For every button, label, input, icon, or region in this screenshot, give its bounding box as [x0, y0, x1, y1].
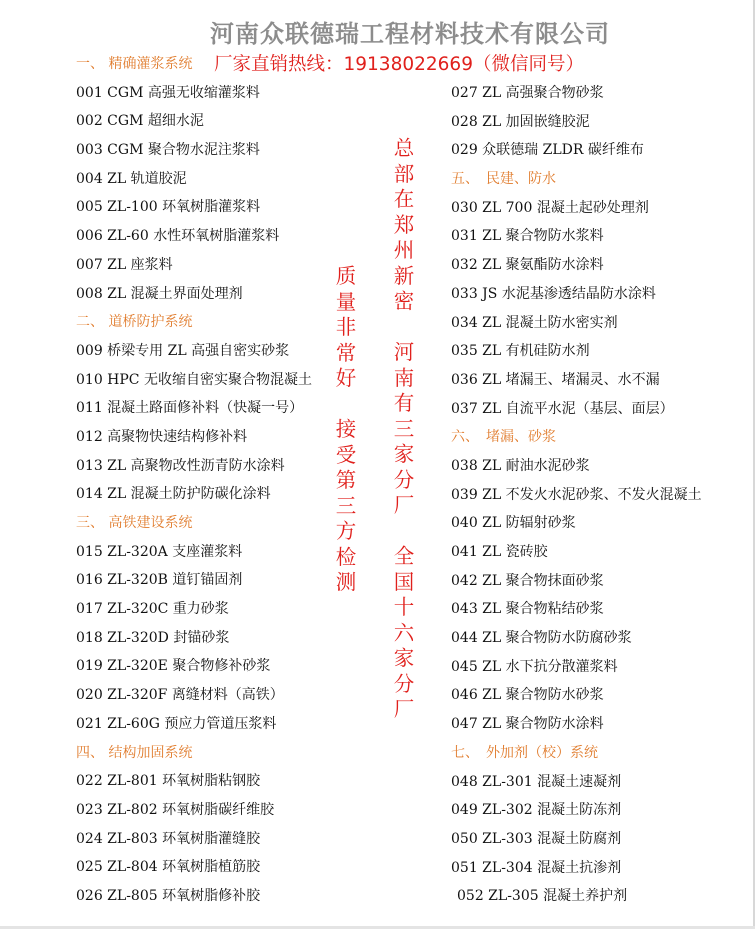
product-item: 009 桥梁专用 ZL 高强自密实砂浆 [76, 342, 290, 359]
quality-slogan-part2: 接受第三方检测 [335, 417, 357, 594]
section-heading: 三、 高铁建设系统 [76, 515, 193, 531]
product-item: 017 ZL-320C 重力砂浆 [76, 601, 229, 618]
section-heading: 二、 道桥防护系统 [76, 314, 193, 331]
product-item: 020 ZL-320F 离缝材料（高铁） [76, 687, 284, 704]
product-item: 045 ZL 水下抗分散灌浆料 [451, 658, 618, 675]
product-item: 010 HPC 无收缩自密实聚合物混凝土 [76, 371, 312, 388]
product-item: 046 ZL 聚合物防水砂浆 [451, 687, 604, 704]
product-item: 025 ZL-804 环氧树脂植筋胶 [76, 859, 261, 876]
product-item: 006 ZL-60 水性环氧树脂灌浆料 [76, 228, 280, 245]
product-item: 003 CGM 聚合物水泥注浆料 [76, 142, 260, 159]
product-item: 038 ZL 耐油水泥砂浆 [451, 457, 590, 474]
product-item: 029 众联德瑞 ZLDR 碳纤维布 [451, 142, 644, 159]
quality-slogan-part1: 质量非常好 [335, 264, 357, 390]
location-note-part3: 全国十六家分厂 [393, 544, 415, 721]
product-item: 050 ZL-303 混凝土防腐剂 [451, 830, 622, 847]
section-heading: 五、 民建、防水 [451, 171, 556, 188]
product-item: 005 ZL-100 环氧树脂灌浆料 [76, 199, 261, 216]
product-item: 051 ZL-304 混凝土抗渗剂 [451, 859, 622, 876]
location-note [392, 136, 416, 723]
product-item: 007 ZL 座浆料 [76, 256, 173, 273]
section-heading: 六、 堵漏、砂浆 [451, 429, 556, 446]
product-item: 043 ZL 聚合物粘结砂浆 [451, 601, 604, 618]
product-item: 012 高聚物快速结构修补料 [76, 428, 248, 445]
hotline-text: 厂家直销热线：19138022669（微信同号） [214, 54, 584, 75]
location-note-part1: 总部在郑州新密 [393, 136, 415, 313]
product-item: 002 CGM 超细水泥 [76, 113, 204, 130]
product-item: 021 ZL-60G 预应力管道压浆料 [76, 715, 277, 732]
product-item: 018 ZL-320D 封锚砂浆 [76, 629, 230, 646]
company-title: 河南众联德瑞工程材料技术有限公司 [210, 20, 610, 48]
left-product-list [76, 50, 312, 911]
product-item: 033 JS 水泥基渗透结晶防水涂料 [451, 285, 656, 302]
product-item: 016 ZL-320B 道钉锚固剂 [76, 572, 243, 589]
product-item: 034 ZL 混凝土防水密实剂 [451, 314, 618, 331]
product-item: 014 ZL 混凝土防护防碳化涂料 [76, 486, 271, 503]
product-item: 004 ZL 轨道胶泥 [76, 170, 187, 187]
product-item: 027 ZL 高强聚合物砂浆 [451, 85, 604, 101]
product-item: 008 ZL 混凝土界面处理剂 [76, 285, 243, 302]
product-item: 001 CGM 高强无收缩灌浆料 [76, 84, 260, 101]
section-heading: 四、 结构加固系统 [76, 744, 193, 761]
product-item: 036 ZL 堵漏王、堵漏灵、水不漏 [451, 371, 660, 388]
product-item: 023 ZL-802 环氧树脂碳纤维胶 [76, 801, 275, 818]
section-heading: 一、 精确灌浆系统 [76, 56, 193, 72]
product-item: 037 ZL 自流平水泥（基层、面层） [451, 400, 674, 417]
product-item: 048 ZL-301 混凝土速凝剂 [451, 773, 622, 790]
product-item: 041 ZL 瓷砖胶 [451, 544, 548, 560]
product-item: 032 ZL 聚氨酯防水涂料 [451, 257, 604, 274]
location-note-part2: 河南有三家分厂 [393, 340, 415, 517]
product-item: 022 ZL-801 环氧树脂粘钢胶 [76, 773, 261, 790]
product-item: 026 ZL-805 环氧树脂修补胶 [76, 887, 261, 904]
product-item: 031 ZL 聚合物防水浆料 [451, 228, 604, 245]
product-item: 035 ZL 有机硅防水剂 [451, 343, 590, 360]
quality-slogan [334, 264, 358, 596]
product-item: 044 ZL 聚合物防水防腐砂浆 [451, 630, 632, 647]
product-item: 049 ZL-302 混凝土防冻剂 [451, 802, 622, 819]
product-item: 039 ZL 不发火水泥砂浆、不发火混凝土 [451, 486, 702, 503]
right-product-list [451, 79, 702, 911]
product-item: 024 ZL-803 环氧树脂灌缝胶 [76, 830, 261, 847]
product-item: 019 ZL-320E 聚合物修补砂浆 [76, 658, 271, 675]
product-item: 013 ZL 高聚物改性沥青防水涂料 [76, 457, 285, 474]
product-item: 040 ZL 防辐射砂浆 [451, 515, 576, 532]
product-item: 052 ZL-305 混凝土养护剂 [457, 888, 628, 905]
product-item: 011 混凝土路面修补料（快凝一号） [76, 400, 304, 417]
product-item: 042 ZL 聚合物抹面砂浆 [451, 572, 604, 589]
product-item: 028 ZL 加固嵌缝胶泥 [451, 113, 590, 130]
section-heading: 七、 外加剂（校）系统 [451, 744, 598, 761]
product-item: 015 ZL-320A 支座灌浆料 [76, 543, 243, 560]
product-item: 047 ZL 聚合物防水涂料 [451, 716, 604, 733]
product-item: 030 ZL 700 混凝土起砂处理剂 [451, 199, 649, 216]
